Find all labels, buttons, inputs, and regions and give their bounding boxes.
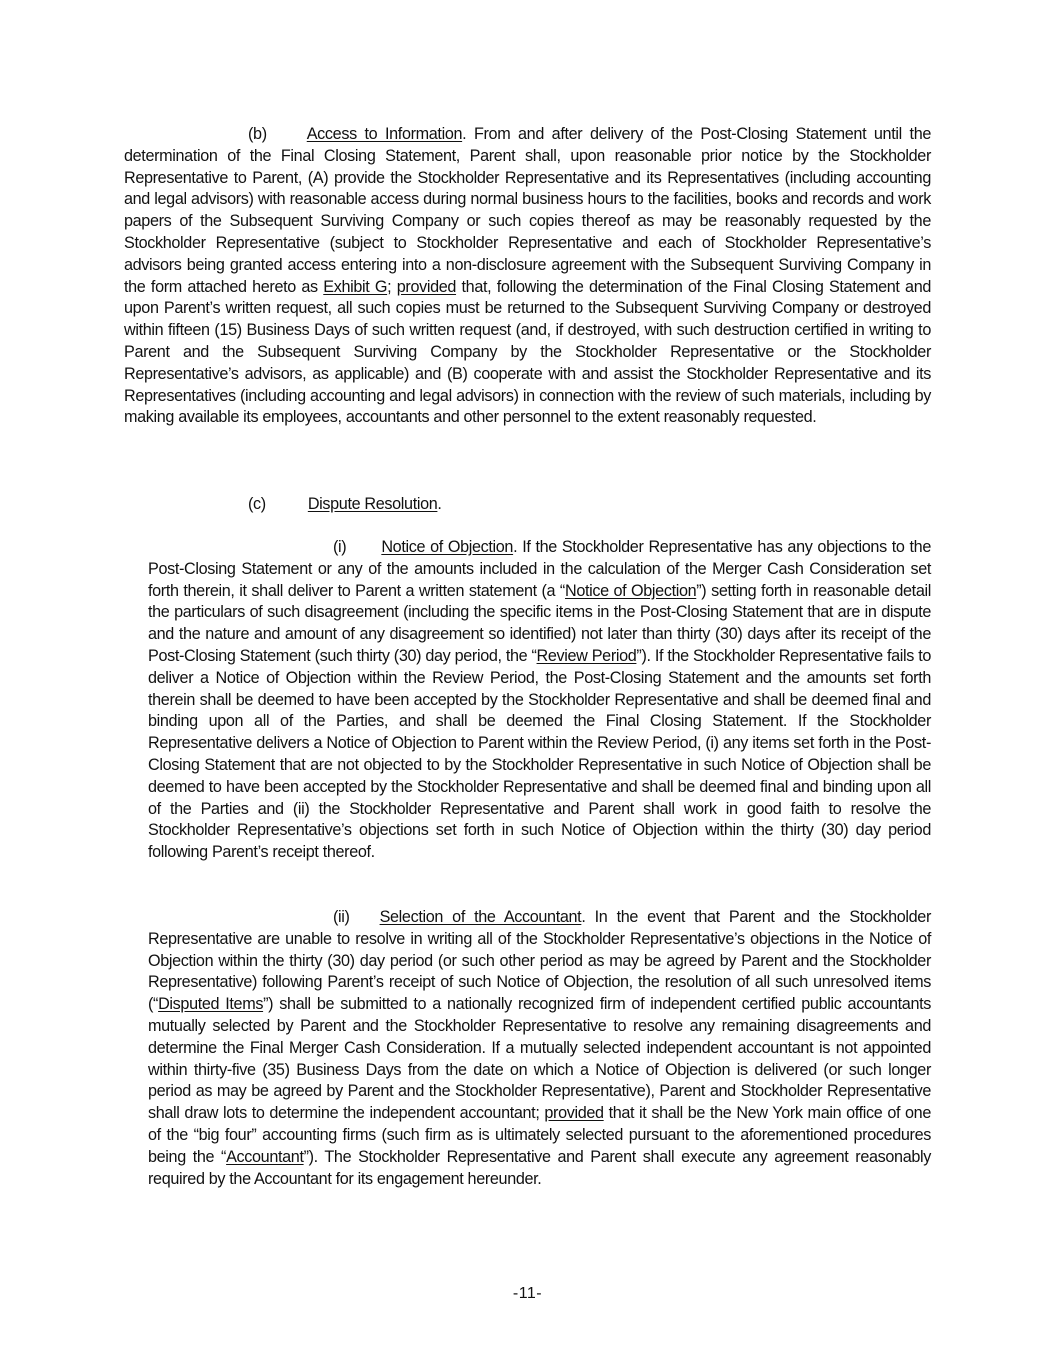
provided-term: provided: [396, 277, 457, 296]
section-i-label: (i): [333, 538, 347, 556]
section-b-text-cont: that, following the determination of the Final Closing Statement and upon Parent’s written request, all such copies must be returned to the Subsequent Surviving Company or destroyed within fifteen (15) Business Days of such written request (and, if destroyed, with such destruction certified in writing to Parent and the Subsequent Surviving Company by the Stockholder Representative or the Stockholder Representative’s advisors, as applicable) and (B) cooperate with and assist the Stockholder Representative and its Representatives (including accounting and legal advisors) in connection with the review of such materials, including by making available its employees, accountants and other personnel to the extent reasonably requested.: [124, 277, 932, 427]
section-c-ii-paragraph: (ii) Selection of the Accountant. In the event that Parent and the Stockholder Representative are unable to resolve in writing all of the Stockholder Representative’s objections in the Notice of Objection within the thirty (30) day period (or such other period as may be agreed by Parent and the Stockholder Representative) following Parent’s receipt of such Notice of Objection, the resolution of all such unresolved items (“Disputed Items”) shall be submitted to a nationally recognized firm of independent certified public accountants mutually selected by Parent and the Stockholder Representative to resolve any remaining disagreements and determine the Final Merger Cash Consideration. If a mutually selected independent accountant is not appointed within thirty-five (35) Business Days from the date on which a Notice of Objection is delivered (or such longer period as may be agreed by Parent and the Stockholder Representative), Parent and Stockholder Representative shall draw lots to determine the independent accountant; provided that it shall be the New York main office of one of the “big four” accounting firms (such firm as is ultimately selected pursuant to the aforementioned procedures being the “Accountant”). The Stockholder Representative and Parent shall execute any agreement reasonably required by the Accountant for its engagement hereunder.: [148, 908, 931, 1188]
section-ii-heading: Selection of the Accountant: [379, 908, 582, 926]
section-c-i-paragraph: (i) Notice of Objection. If the Stockholder Representative has any objections to the Post-Closing Statement or any of the amounts included in the calculation of the Merger Cash Consideration set forth therein, it shall deliver to Parent a written statement (a “Notice of Objection”) setting forth in reasonable detail the particulars of such disagreement (including the specific items in the Post-Closing Statement that are in dispute and the nature and amount of any disagreement so identified) not later than thirty (30) days after its receipt of the Post-Closing Statement (such thirty (30) day period, the “Review Period”). If the Stockholder Representative fails to deliver a Notice of Objection within the Review Period, the Post-Closing Statement and the amounts set forth therein shall be deemed to have been accepted by the Stockholder Representative and shall be deemed final and binding upon all of the Parties, and shall be deemed the Final Closing Statement. If the Stockholder Representative delivers a Notice of Objection to Parent within the Review Period, (i) any items set forth in the Post-Closing Statement that are not objected to by the Stockholder Representative in such Notice of Objection shall be deemed to have been accepted by the Stockholder Representative and shall be deemed final and binding upon all of the Parties and (ii) the Stockholder Representative and Parent shall work in good faith to resolve the Stockholder Representative’s objections set forth in such Notice of Objection within the thirty (30) day period following Parent’s receipt thereof.: [148, 538, 932, 862]
accountant-term: Accountant: [226, 1147, 304, 1166]
section-b-text: . From and after delivery of the Post-Closing Statement until the determination of the Final Closing Statement, Parent shall, upon reasonable prior notice by the Stockholder Representative to Parent, (A) provide the Stockholder Representative and its Representatives (including accounting and legal advisors) with reasonable access during normal business hours to the facilities, books and records and work papers of the Subsequent Surviving Company or such copies thereof as may be reasonably requested by the Stockholder Representative (subject to Stockholder Representative and each of Stockholder Representative’s advisors being granted access entering into a non-disclosure agreement with the Subsequent Surviving Company in the form attached hereto as: [124, 125, 931, 296]
section-b-heading: Access to Information: [306, 125, 463, 143]
section-b-paragraph: (b) Access to Information. From and after delivery of the Post-Closing Statement until the determination of the Final Closing Statement, Parent shall, upon reasonable prior notice by the Stockholder Representative to Parent, (A) provide the Stockholder Representative and its Representatives (including accounting and legal advisors) with reasonable access during normal business hours to the facilities, books and records and work papers of the Subsequent Surviving Company or such copies thereof as may be reasonably requested by the Stockholder Representative (subject to Stockholder Representative and each of Stockholder Representative’s advisors being granted access entering into a non-disclosure agreement with the Subsequent Surviving Company in the form attached hereto as Exhibit G; provided that, following the determination of the Final Closing Statement and upon Parent’s written request, all such copies must be returned to the Subsequent Surviving Company or destroyed within fifteen (15) Business Days of such written request (and, if destroyed, with such destruction certified in writing to Parent and the Subsequent Surviving Company by the Stockholder Representative or the Stockholder Representative’s advisors, as applicable) and (B) cooperate with and assist the Stockholder Representative and its Representatives (including accounting and legal advisors) in connection with the review of such materials, including by making available its employees, accountants and other personnel to the extent reasonably requested.: [124, 125, 932, 427]
exhibit-g-reference: Exhibit G: [323, 277, 388, 296]
provided-term: provided: [544, 1104, 604, 1123]
notice-of-objection-term: Notice of Objection: [564, 581, 697, 600]
section-c-heading: Dispute Resolution: [307, 495, 438, 513]
review-period-term: Review Period: [536, 646, 637, 665]
section-ii-label: (ii): [333, 908, 350, 926]
disputed-items-term: Disputed Items: [158, 995, 264, 1014]
section-i-heading: Notice of Objection: [381, 538, 514, 556]
page-number: -11-: [512, 1285, 543, 1302]
section-b-label: (b): [248, 125, 267, 143]
section-c-paragraph: (c) Dispute Resolution.: [124, 494, 931, 516]
section-c-label: (c): [248, 495, 266, 513]
